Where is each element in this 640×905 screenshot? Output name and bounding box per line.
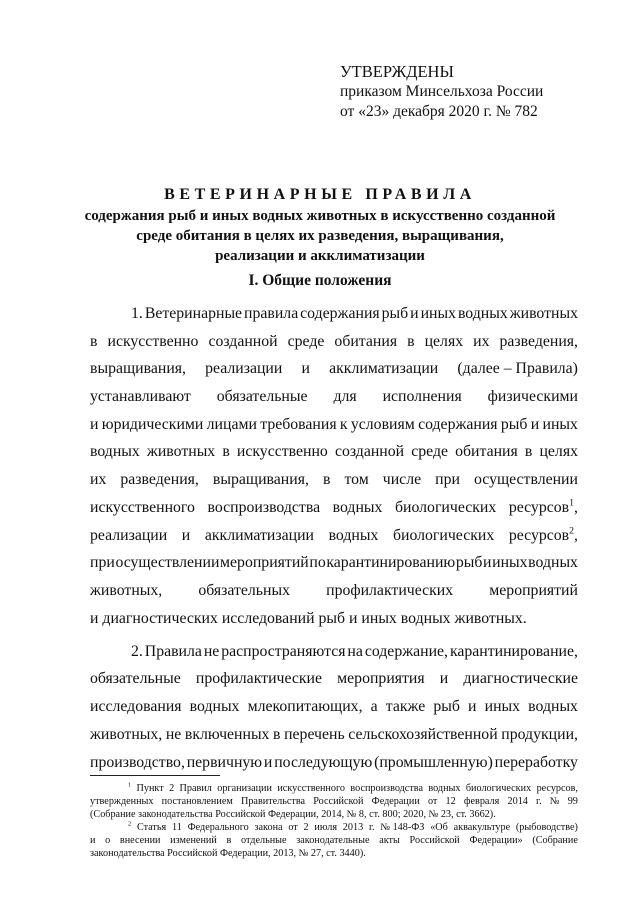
word: животных xyxy=(509,305,578,322)
word: выращивания, xyxy=(212,471,309,489)
word xyxy=(128,782,131,795)
word: и xyxy=(530,415,540,433)
word: и xyxy=(439,670,449,688)
word: в xyxy=(273,725,281,743)
word: июля xyxy=(314,822,338,833)
word: не xyxy=(165,725,182,743)
word: отдельные xyxy=(241,835,287,846)
word: юридическими xyxy=(101,415,204,433)
document-title xyxy=(0,184,640,266)
word: искусственного xyxy=(90,498,195,516)
word: акклиматизации xyxy=(204,526,314,544)
body-line xyxy=(90,383,578,411)
word: разведения, xyxy=(120,471,199,489)
word: в xyxy=(222,443,230,461)
body-line xyxy=(90,494,578,522)
word: Федерального xyxy=(187,822,249,833)
body-line xyxy=(90,328,578,356)
word: иных xyxy=(542,415,578,433)
word: карантинированию xyxy=(326,554,456,572)
word: их xyxy=(90,471,107,489)
word: не xyxy=(203,642,220,660)
word: диагностические xyxy=(463,670,578,688)
word: условиям xyxy=(350,415,415,433)
word: мероприятия xyxy=(337,670,425,688)
word: (Собрание законодательства Российской Федерации, 2014, № 8, ст. 800; 2020, № 23, ст. 3662). xyxy=(90,809,496,820)
word: законодательства Российской Федерации, 2013, № 27, ст. 3440). xyxy=(90,848,366,859)
word: Правила xyxy=(144,642,202,660)
word: 2013 xyxy=(342,822,364,833)
word: и xyxy=(181,526,191,544)
body-line xyxy=(90,300,578,328)
word: при xyxy=(90,554,115,572)
word: исполнения xyxy=(382,388,462,406)
section-heading: I. Общие положения xyxy=(248,272,392,289)
word: ресурсов$^1$, xyxy=(508,497,578,516)
word: 99 xyxy=(567,796,578,807)
word: в xyxy=(90,332,98,350)
word: от xyxy=(288,822,298,833)
footnote-marker: 2 xyxy=(128,820,132,828)
word: производство, xyxy=(90,753,185,771)
word: последующую xyxy=(274,753,373,771)
word: водных xyxy=(528,698,578,716)
word: млекопитающих, xyxy=(247,698,363,716)
word: распространяются xyxy=(221,642,346,660)
body-text xyxy=(90,300,578,776)
word: законодательные xyxy=(296,835,370,846)
footnote-marker: 1 xyxy=(569,497,574,509)
word: ресурсов$^2$, xyxy=(508,525,578,544)
word: водных xyxy=(90,443,140,461)
word: о xyxy=(105,835,111,846)
word: от xyxy=(427,796,438,807)
word: обитания xyxy=(334,332,398,350)
word: животных, xyxy=(90,581,163,599)
word: продукции, xyxy=(501,725,578,743)
word: осуществлении xyxy=(473,471,578,489)
word: Федерации xyxy=(371,796,420,807)
word: «Об xyxy=(430,822,448,833)
word: (промышленную) xyxy=(374,753,493,771)
word: переработку xyxy=(494,753,578,771)
body-line xyxy=(90,522,578,550)
word: водных xyxy=(328,526,379,544)
word: сельскохозяйственной xyxy=(348,725,498,743)
approval-date: от «23» декабря 2020 г. № 782 xyxy=(340,103,538,120)
word: закона xyxy=(254,822,283,833)
word: обитания xyxy=(455,443,518,461)
word: правила xyxy=(244,305,299,322)
word: профилактические xyxy=(195,670,323,688)
word: целях xyxy=(539,443,578,461)
word: и xyxy=(410,305,419,322)
word: г. xyxy=(536,796,542,807)
word xyxy=(128,821,131,834)
word: биологических xyxy=(465,783,532,794)
word: исследования xyxy=(90,698,182,716)
word: 11 xyxy=(172,822,182,833)
word: выращивания, xyxy=(90,360,186,378)
footnote-marker: 2 xyxy=(569,525,575,537)
body-line xyxy=(90,577,578,605)
word: в xyxy=(322,471,331,489)
word: реализации xyxy=(90,526,168,544)
word: изменений xyxy=(170,835,217,846)
word: в xyxy=(226,835,232,846)
body-line xyxy=(90,721,578,749)
body-line xyxy=(90,355,578,383)
word: включенных xyxy=(184,725,270,743)
word: (Собрание xyxy=(532,835,578,846)
word: воспроизводства xyxy=(207,498,321,516)
word: 12 xyxy=(445,796,456,807)
word: водных xyxy=(528,554,578,572)
word: организации xyxy=(217,783,272,794)
word: содержания xyxy=(418,415,498,433)
word: иных xyxy=(420,305,456,322)
word: № xyxy=(549,796,560,807)
word: профилактических xyxy=(326,581,454,599)
word: обязательные xyxy=(216,388,308,406)
body-line xyxy=(90,438,578,466)
approval-stamp xyxy=(340,62,630,122)
word: искусственного xyxy=(277,783,345,794)
body-line xyxy=(90,693,578,721)
body-line xyxy=(90,665,578,693)
word: животных xyxy=(146,443,216,461)
word: водных xyxy=(332,498,383,516)
title-subtitle-line: реализации и акклиматизации xyxy=(215,248,425,264)
word: разведения, xyxy=(499,332,578,350)
word: акклиматизации xyxy=(329,360,439,378)
title-main: ВЕТЕРИНАРНЫЕ ПРАВИЛА xyxy=(164,186,476,203)
word: водных xyxy=(457,305,508,322)
word: Ветеринарные xyxy=(144,305,243,322)
word: 2. xyxy=(131,642,143,660)
word: утвержденных xyxy=(90,796,154,807)
word: ресурсов, xyxy=(536,783,578,794)
body-line xyxy=(90,605,578,633)
word: числе xyxy=(382,471,422,489)
word: внесении xyxy=(119,835,161,846)
word: мероприятий xyxy=(220,554,309,572)
word: и xyxy=(90,835,96,846)
footnote-line xyxy=(90,808,578,821)
word: февраля xyxy=(463,796,500,807)
word: в xyxy=(407,332,415,350)
word: лицами xyxy=(206,415,257,433)
word: г. xyxy=(368,822,375,833)
word: среде xyxy=(287,332,325,350)
body-line xyxy=(90,411,578,439)
word: в xyxy=(524,443,533,461)
word: перечень xyxy=(284,725,345,743)
word: и xyxy=(301,360,310,378)
word: и xyxy=(483,554,492,572)
footnote-line xyxy=(90,847,578,860)
title-subtitle-line: содержания рыб и иных водных животных в искусственно созданной xyxy=(84,208,556,224)
body-line xyxy=(90,466,578,494)
word: биологических xyxy=(392,526,495,544)
word: обязательные xyxy=(90,670,181,688)
body-line xyxy=(90,749,578,777)
word: реализации xyxy=(205,360,283,378)
word: 2 xyxy=(169,783,175,794)
body-line xyxy=(90,549,578,577)
word: а xyxy=(370,698,378,716)
word: Федерации» xyxy=(469,835,523,846)
word: устанавливают xyxy=(90,388,191,406)
word: осуществлении xyxy=(115,554,220,572)
word: и xyxy=(468,698,477,716)
word: среде xyxy=(411,443,448,461)
word: 2014 xyxy=(507,796,528,807)
word: мероприятий xyxy=(489,581,578,599)
word: животных, xyxy=(90,725,163,743)
word: искусственно xyxy=(107,332,199,350)
word: Статья xyxy=(136,822,167,833)
word: (далее – Правила) xyxy=(457,360,578,378)
word: 2 xyxy=(303,822,309,833)
word: Правил xyxy=(179,783,212,794)
footnote-line xyxy=(90,782,578,795)
word: и диагностических исследований рыб и иных водных животных. xyxy=(90,609,527,627)
footnote-marker: 1 xyxy=(128,781,132,789)
word: содержание, xyxy=(364,642,449,660)
footnote-line xyxy=(90,834,578,847)
body-line xyxy=(90,638,578,666)
word: на xyxy=(347,642,363,660)
word: иных xyxy=(484,698,521,716)
word: созданной xyxy=(334,443,405,461)
word: биологических xyxy=(394,498,497,516)
word: водных xyxy=(428,783,461,794)
word: рыб xyxy=(433,698,460,716)
word: рыб xyxy=(455,554,483,572)
word: постановлением xyxy=(161,796,233,807)
word: Пункт xyxy=(136,783,164,794)
word: Российской xyxy=(313,796,364,807)
word: карантинирование, xyxy=(449,642,578,660)
word: иных xyxy=(492,554,528,572)
footnotes xyxy=(90,782,578,860)
approval-title: УТВЕРЖДЕНЫ xyxy=(340,62,454,81)
word: и xyxy=(263,753,273,771)
word: рыб xyxy=(500,415,528,433)
word: по xyxy=(309,554,326,572)
word: первичную xyxy=(186,753,263,771)
word: водных xyxy=(189,698,240,716)
title-subtitle-line: среде обитания в целях их разведения, выращивания, xyxy=(136,228,504,244)
word: и xyxy=(90,415,99,433)
word: физическими xyxy=(487,388,578,406)
word: (рыбоводстве) xyxy=(515,822,578,833)
word: к xyxy=(339,415,348,433)
word: акты xyxy=(379,835,400,846)
word: № 148-ФЗ xyxy=(380,822,425,833)
word: аквакультуре xyxy=(453,822,511,833)
word: содержания xyxy=(300,305,380,322)
word: требования xyxy=(260,415,337,433)
word: воспроизводства xyxy=(350,783,423,794)
word: 1. xyxy=(131,305,143,322)
word: для xyxy=(333,388,357,406)
word: их xyxy=(473,332,490,350)
word: рыб xyxy=(381,305,409,322)
word: обязательных xyxy=(198,581,290,599)
word: целях xyxy=(424,332,464,350)
footnote-line xyxy=(90,795,578,808)
footnote-separator xyxy=(90,775,220,776)
word: искусственно xyxy=(236,443,328,461)
word: созданной xyxy=(208,332,278,350)
footnote-line xyxy=(90,821,578,834)
word: Правительства xyxy=(240,796,306,807)
word: том xyxy=(344,471,369,489)
approval-order: приказом Минсельхоза России xyxy=(340,83,544,100)
word: также xyxy=(385,698,426,716)
word: при xyxy=(435,471,460,489)
word: Российской xyxy=(409,835,460,846)
